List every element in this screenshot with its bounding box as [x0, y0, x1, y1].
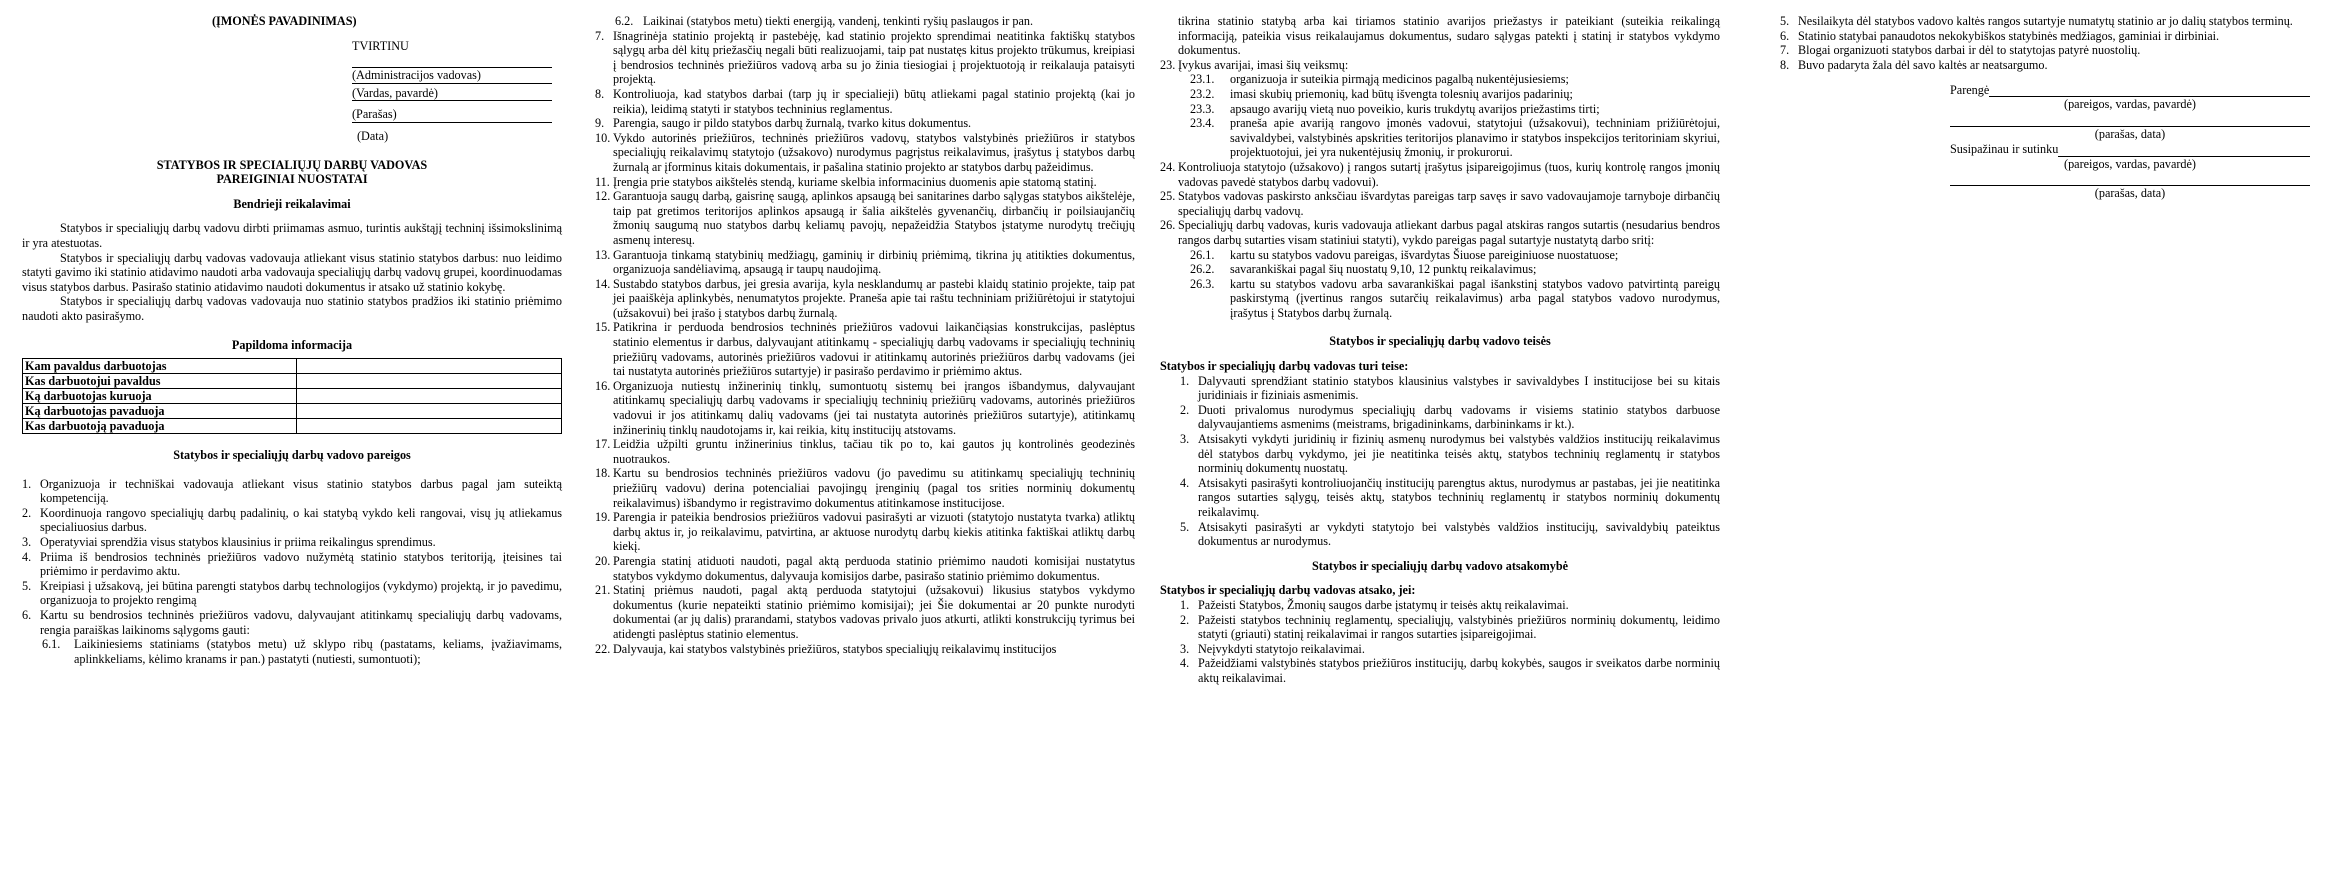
- rights-list: [1160, 374, 1720, 549]
- sub-item-text: Laikiniesiems statiniams (statybos metu) už sklypo ribų (pastatams, keliams, įvažiavimams, aplinkkeliams, kėlimo kranams ir pan.) pastatyti (nutiesti, sumontuoti);: [74, 637, 562, 666]
- sub-item-text: Laikinai (statybos metu) tiekti energiją, vandenį, tenkinti ryšių paslaugos ir pan.: [643, 14, 1034, 28]
- duties-heading: Statybos ir specialiųjų darbų vadovo pareigos: [173, 448, 411, 463]
- rights-heading: Statybos ir specialiųjų darbų vadovo teisės: [1329, 334, 1551, 349]
- responsibility-lead: Statybos ir specialiųjų darbų vadovas atsako, jei:: [1160, 583, 1416, 598]
- list-item: [22, 477, 562, 506]
- table-cell-value[interactable]: [297, 374, 562, 389]
- list-item-number: 4.: [1180, 656, 1190, 671]
- duties-list: [1160, 160, 1720, 248]
- company-name: (ĮMONĖS PAVADINIMAS): [212, 14, 357, 28]
- sub-item: [1160, 116, 1720, 160]
- list-item-text: Išnagrinėja statinio projektą ir pastebėję, kad statinio projekto sprendimai neatitinka faktiškų statybos sąlygų arba dėl kitų priežasčių negali būti realizuojami, taip pat nustatęs kitus projekto trūkumus, kreipiasi į bendrosios techninės priežiūros vadovą arba su jo žinia tiesiogiai į projektuotoją ir reikalauja pataisyti projektą.: [613, 28, 1135, 87]
- sub-item-number: 23.1.: [1190, 72, 1215, 87]
- list-item: [22, 608, 562, 637]
- list-item-text: Organizuoja ir techniškai vadovauja atliekant visus statinio statybos darbus pagal jam suteiktą kompetenciją.: [40, 476, 562, 506]
- list-item-text: Pažeidžiami valstybinės statybos priežiūros institucijų, darbų kokybės, saugos ir sveikatos darbe norminių aktų reikalavimai.: [1198, 656, 1720, 685]
- signature-line: [1950, 171, 2310, 186]
- list-item: [22, 550, 562, 579]
- list-item-text: Atsisakyti pasirašyti ar vykdyti statytojo bei valstybės valdžios institucijų, savivaldybių pateiktus dokumentus ar nurodymus.: [1198, 519, 1720, 549]
- acquainted-label: Susipažinau ir sutinku: [1950, 141, 2059, 156]
- column-1: [22, 14, 562, 666]
- sub-item: [1160, 87, 1720, 102]
- table-cell-label: Ką darbuotojas pavaduoja: [23, 404, 297, 419]
- list-item-text: Parengia ir pateikia bendrosios priežiūros vadovui pasirašyti ar vizuoti (statytojo nustatyta tvarka) atliktų darbų aktus ir, jo reikalavimu, patvirtina, ar aktuose nurodytų darbų kiekis atitinka faktiškai atliktų darbų kiekį.: [613, 510, 1135, 554]
- table-row: [23, 359, 562, 374]
- list-item: [1160, 160, 1720, 189]
- prepared-label: Parengė: [1950, 82, 1990, 97]
- list-item: [595, 87, 1135, 116]
- list-item: [595, 189, 1135, 247]
- sub-item-number: 26.3.: [1190, 276, 1215, 291]
- list-item-text: Sustabdo statybos darbus, jei gresia avarija, kyla nesklandumų ar pastebi klaidų statinio projekte, taip pat jei paaiškėja aplinkybės, nenumatytos projekte. Praneša apie tai raštu techniniam prižiūrėtojui ir statytojui (užsakovui) bei įrašo į statybos darbų žurnalą.: [613, 276, 1135, 320]
- list-item: [595, 583, 1135, 641]
- list-item-number: 7.: [1780, 43, 1790, 58]
- sub-items-26: [1160, 248, 1720, 321]
- list-item-text: Statinio statybai panaudotos nekokybiškos statybinės medžiagos, gaminiai ir dirbiniai.: [1798, 28, 2220, 43]
- list-item-number: 21.: [595, 583, 611, 598]
- list-item-number: 4.: [1180, 475, 1190, 490]
- list-item-number: 2.: [22, 505, 32, 520]
- sub-item-number: 6.2.: [615, 14, 634, 28]
- sub-item: [22, 637, 562, 666]
- list-item-number: 1.: [1180, 373, 1190, 388]
- sub-item-number: 23.4.: [1190, 116, 1215, 131]
- list-item-number: 16.: [595, 378, 611, 393]
- list-item-number: 20.: [595, 553, 611, 568]
- column-3: [1160, 14, 1720, 686]
- signature-line: [1950, 112, 2310, 127]
- list-item-number: 19.: [595, 510, 611, 525]
- duties-list: [1160, 58, 1720, 73]
- sub-item-number: 6.1.: [42, 637, 61, 652]
- list-item-text: Atsisakyti pasirašyti kontroliuojančių institucijų parengtus aktus, nurodymus ar pastabas, jei jie neatitinka rangos sutarties sąlygų, teisės aktų, statybos techninių reglamentų ir statybos norminių dokumentų reikalavimų.: [1198, 475, 1720, 519]
- list-item-text: Operatyviai sprendžia visus statybos klausinius ir priima reikalingus sprendimus.: [40, 535, 436, 550]
- list-item: [1180, 656, 1720, 685]
- list-item-text: Įvykus avarijai, imasi šių veiksmų:: [1178, 57, 1349, 72]
- list-item-text: Specialiųjų darbų vadovas, kuris vadovauja atliekant darbus pagal atskiras rangos sutartis (nesudarius bendros rangos darbų sutarties visam statiniui statyti), vykdo pareigas pagal sutartyje nustatytą darbo sritį:: [1178, 218, 1720, 247]
- list-item-number: 7.: [595, 28, 605, 43]
- sig-caption-signature: (Parašas): [352, 107, 397, 122]
- sub-item-number: 26.2.: [1190, 262, 1215, 277]
- prepared-sig-caption: (parašas, data): [2094, 126, 2166, 141]
- list-item-number: 6.: [1780, 28, 1790, 43]
- sub-item: [595, 14, 1135, 29]
- responsibility-list: [1760, 14, 2320, 72]
- table-cell-label: Ką darbuotojas kuruoja: [23, 389, 297, 404]
- sub-item-number: 23.3.: [1190, 101, 1215, 116]
- table-cell-value[interactable]: [297, 419, 562, 434]
- list-item-number: 17.: [595, 437, 611, 452]
- list-item: [1780, 29, 2320, 44]
- table-cell-label: Kas darbuotoją pavaduoja: [23, 419, 297, 434]
- list-item-text: Statybos vadovas paskirsto anksčiau išvardytas pareigas tarp savęs ir savo vadovaujamoje tarnyboje dirbančių specialiųjų darbų vadovų.: [1178, 189, 1720, 218]
- prepared-caption: (pareigos, vardas, pavardė): [2064, 97, 2196, 112]
- list-item-number: 3.: [1180, 641, 1190, 656]
- signature-line: [2058, 142, 2310, 157]
- list-item-number: 25.: [1160, 189, 1176, 204]
- list-item: [595, 379, 1135, 437]
- list-item-number: 22.: [595, 641, 611, 656]
- list-item-text: Kontroliuoja statytojo (užsakovo) į rangos sutartį įrašytus įsipareigojimus (tuos, kurių kontrolę rangos įmonių vadovas pavedė statybos darbų vadovui).: [1178, 159, 1720, 189]
- list-item-number: 13.: [595, 247, 611, 262]
- list-item: [1180, 476, 1720, 520]
- sub-items-23: [1160, 72, 1720, 160]
- list-item-number: 15.: [595, 320, 611, 335]
- list-item-number: 6.: [22, 608, 32, 623]
- sub-item: [1160, 277, 1720, 321]
- table-row: [23, 404, 562, 419]
- general-paragraph: Statybos ir specialiųjų darbų vadovu dirbti priimamas asmuo, turintis aukštąjį techninį išsimokslinimą ir yra atestuotas.: [22, 221, 562, 250]
- list-item: [595, 175, 1135, 190]
- sub-item-text: organizuoja ir suteikia pirmąją medicinos pagalbą nukentėjusiesiems;: [1230, 72, 1569, 87]
- list-item: [1780, 14, 2320, 29]
- list-item: [22, 535, 562, 550]
- list-item: [1180, 374, 1720, 403]
- approve-label: TVIRTINU: [352, 38, 409, 53]
- table-row: [23, 374, 562, 389]
- list-item: [595, 642, 1135, 657]
- list-item: [22, 506, 562, 535]
- list-item-number: 8.: [1780, 57, 1790, 72]
- list-item-text: Duoti privalomus nurodymus specialiųjų darbų vadovams ir visiems statinio statybos darbuose dalyvaujantiems asmenims (meistrams, brigadininkams, darbininkams ir kt.).: [1198, 402, 1720, 432]
- list-item-text: Parengia, saugo ir pildo statybos darbų žurnalą, tvarko kitus dokumentus.: [613, 116, 972, 131]
- list-item: [1180, 520, 1720, 549]
- list-item-text: Patikrina ir perduoda bendrosios techninės priežiūros vadovui laikančiąsias konstrukcijas, paslėptus statinio elementus ir darbus, dalyvaujant atitinkamų - specialiųjų darbų vadovams ir specialiųjų techninių priežiūrų vadovams, autorinės priežiūros vadovui ir atitinkamų autorinės priežiūros darbų vadovams (jei tai nustatyta autorinės priežiūros sutartyje) ir pasirašo perdavimo ir priėmimo aktus.: [613, 320, 1135, 379]
- duties-list: [22, 477, 562, 638]
- duties-list: [595, 29, 1135, 657]
- list-item-text: Priima iš bendrosios techninės priežiūros vadovo nužymėtą statinio statybos teritoriją, įteisines tai priėmimo ir perdavimo aktu.: [40, 549, 562, 579]
- signature-block: [1950, 82, 2310, 200]
- column-2: [595, 14, 1135, 656]
- sub-item-text: praneša apie avariją rangovo įmonės vadovui, statytojui (užsakovui), techniniam prižiūrėtojui, savivaldybei, valstybinės apskrities teritorijos planavimo ir statybos inspekcijos teritoriniam skyriui, projektuotojui, jei yra nukentėjusių žmonių, ir prokurorui.: [1230, 116, 1720, 160]
- sub-item-text: imasi skubių priemonių, kad būtų išvengta tolesnių avarijos padarinių;: [1230, 86, 1573, 101]
- list-item-text: Kreipiasi į užsakovą, jei būtina parengti statybos darbų technologijos (vykdymo) projektą, ir jo pavedimu, organizuoja to projekto rengimą: [40, 578, 562, 608]
- list-item-text: Buvo padaryta žala dėl savo kaltės ar neatsargumo.: [1798, 57, 2048, 72]
- list-item-number: 18.: [595, 466, 611, 481]
- list-item: [1780, 58, 2320, 73]
- list-item-text: Kartu su bendrosios techninės priežiūros vadovu (jo pavedimu su atitinkamų specialiųjų techninių priežiūrų vadovu) derina potencialiai pavojingų įrenginių (pagal tos srities norminių dokumentų reikalavimus) išbandymo ir registravimo dokumentus atitinkamose institucijose.: [613, 466, 1135, 510]
- list-item-text: Pažeisti Statybos, Žmonių saugos darbe įstatymų ir teisės aktų reikalavimai.: [1198, 597, 1569, 612]
- table-row: [23, 389, 562, 404]
- rights-lead: Statybos ir specialiųjų darbų vadovas turi teise:: [1160, 359, 1409, 374]
- list-item-number: 8.: [595, 86, 605, 101]
- list-item-text: Kartu su bendrosios techninės priežiūros vadovu, dalyvaujant atitinkamų specialiųjų darbų vadovams, rengia paraiškas laikinoms sąlygoms gauti:: [40, 608, 562, 637]
- signature-line: [352, 53, 552, 68]
- list-item: [595, 320, 1135, 378]
- acquainted-sig-caption: (parašas, data): [2094, 186, 2166, 201]
- list-item-number: 2.: [1180, 612, 1190, 627]
- list-item-text: Leidžia užpilti gruntu inžinerinius tinklus, tačiau tik po to, kai gautos jų kontrolinės geodezinės nuotraukos.: [613, 437, 1135, 466]
- list-item: [595, 510, 1135, 554]
- list-item-number: 3.: [1180, 432, 1190, 447]
- list-item: [1180, 598, 1720, 613]
- list-item-number: 23.: [1160, 57, 1176, 72]
- list-item: [1780, 43, 2320, 58]
- list-item-text: Blogai organizuoti statybos darbai ir dėl to statytojas patyrė nuostolių.: [1798, 43, 2141, 58]
- list-item-number: 3.: [22, 535, 32, 550]
- list-item-text: Dalyvauja, kai statybos valstybinės priežiūros, statybos specialiųjų reikalavimų institucijos: [613, 641, 1057, 656]
- additional-heading: Papildoma informacija: [231, 337, 353, 352]
- list-item-number: 1.: [22, 476, 32, 491]
- list-item-text: Kontroliuoja, kad statybos darbai (tarp jų ir specialieji) būtų atliekami pagal statinio projektą (kai jo reikia), leidimą statyti ir statybos techninius reglamentus.: [613, 86, 1135, 116]
- list-item: [1160, 218, 1720, 247]
- list-item-number: 12.: [595, 189, 611, 204]
- list-item: [595, 248, 1135, 277]
- list-item-text: Neįvykdyti statytojo reikalavimai.: [1198, 641, 1365, 656]
- list-item-text: Statinį priėmus naudoti, pagal aktą perduoda statytojui (užsakovui) likusius statybos vykdymo dokumentus (kurie nepateikti statinio priėmimo komisijai); jei Šie dokumentai ar 20 punkte nurodyti dokumentai (ar jų dalis) prarandami, statybos vadovas privalo juos atkurti, atlikti konstrukcijų tyrimus bei atidengti paslėptus statinio elementus.: [613, 583, 1135, 641]
- list-item-number: 9.: [595, 116, 605, 131]
- list-item: [1180, 642, 1720, 657]
- table-cell-label: Kam pavaldus darbuotojas: [23, 359, 297, 374]
- list-item: [1180, 613, 1720, 642]
- list-item-number: 1.: [1180, 597, 1190, 612]
- sig-caption-date: (Data): [357, 128, 389, 143]
- list-item: [22, 579, 562, 608]
- sub-item: [1160, 262, 1720, 277]
- table-row: [23, 419, 562, 434]
- sub-item-number: 26.1.: [1190, 247, 1215, 262]
- list-item: [1180, 403, 1720, 432]
- sub-item: [1160, 248, 1720, 263]
- list-item-text: Garantuoja saugų darbą, gaisrinę saugą, aplinkos apsaugą bei sanitarines darbo sąlygas statybos aikštelėje, taip pat gretimos teritorijos aplinkos apsaugą ir šalia aikštelės gyvenančių, dirbančių ir poilsiaujančių žmonių saugumą nuo statybos darbų keliamų pavojų, nepažeidžia Statybos įstatyme nurodytų trečiųjų asmenų interesų.: [613, 189, 1135, 247]
- list-item: [595, 131, 1135, 175]
- table-cell-value[interactable]: [297, 389, 562, 404]
- column-4: [1760, 14, 2320, 201]
- responsibility-list: [1160, 598, 1720, 686]
- sub-item-text: apsaugo avarijų vietą nuo poveikio, kuris trukdytų avarijos priežastims tirti;: [1230, 101, 1600, 116]
- list-item-number: 5.: [22, 578, 32, 593]
- sub-item: [1160, 72, 1720, 87]
- additional-info-table: [22, 358, 562, 434]
- list-item-number: 24.: [1160, 159, 1176, 174]
- sub-item-text: savarankiškai pagal šių nuostatų 9,10, 12 punktų reikalavimus;: [1230, 262, 1537, 277]
- list-item: [595, 437, 1135, 466]
- list-item-number: 14.: [595, 276, 611, 291]
- general-heading: Bendrieji reikalavimai: [233, 196, 351, 211]
- list-item-number: 5.: [1780, 14, 1790, 28]
- list-item-text: Organizuoja nutiestų inžinerinių tinklų, sumontuotų sistemų bei įrangos išbandymus, dalyvaujant atitinkamų specialiųjų darbų vadovams ir specialiųjų techninių priežiūrų vadovams, autorinės priežiūros vadovui ir jos atitinkamų dalių vadovams (jei tai nustatyta autorinės priežiūros sutartyje), atitinkamų inžinerinių tinklų naudotojams ir, kai reikia, kitų institucijų atstovams.: [613, 378, 1135, 437]
- list-item-number: 5.: [1180, 519, 1190, 534]
- list-item: [1160, 189, 1720, 218]
- sig-caption-name: (Vardas, pavardė): [352, 85, 438, 100]
- list-item-text: Įrengia prie statybos aikštelės stendą, kuriame skelbia informacinius duomenis apie statomą statinį.: [613, 174, 1097, 189]
- list-item-number: 26.: [1160, 218, 1176, 233]
- list-item-number: 4.: [22, 549, 32, 564]
- signature-line: [1989, 82, 2310, 97]
- table-cell-value[interactable]: [297, 359, 562, 374]
- table-cell-label: Kas darbuotojui pavaldus: [23, 374, 297, 389]
- list-item: [595, 29, 1135, 87]
- general-paragraph: Statybos ir specialiųjų darbų vadovas vadovauja atliekant visus statinio statybos darbus: nuo leidimo statyti gavimo iki statinio atidavimo naudoti arba vadovauja specialiųjų darbų vadovų grupei, koordinuodamas visus statybos darbus. Pasirašo statinio atidavimo naudoti dokumentus ir atsako už statinio kokybę.: [22, 250, 562, 294]
- sig-caption-admin: (Administracijos vadovas): [352, 68, 481, 83]
- list-item-text: Nesilaikyta dėl statybos vadovo kaltės rangos sutartyje numatytų statinio ar jo dalių statybos terminų.: [1798, 14, 2293, 28]
- doc-title-line2: PAREIGINIAI NUOSTATAI: [216, 172, 368, 187]
- list-item: [595, 277, 1135, 321]
- list-item-number: 11.: [595, 174, 610, 189]
- general-paragraph: Statybos ir specialiųjų darbų vadovas vadovauja nuo statinio statybos pradžios iki statinio priėmimo naudoti akto pasirašymo.: [22, 294, 562, 323]
- list-item-text: Pažeisti statybos techninių reglamentų, specialiųjų, valstybinės priežiūros norminių dokumentų, leidimo statyti (griauti) statinį reikalavimai ir rangos sutarties įsipareigojimai.: [1198, 612, 1720, 642]
- list-item: [595, 554, 1135, 583]
- sub-item-number: 23.2.: [1190, 86, 1215, 101]
- list-item-text: Vykdo autorinės priežiūros, techninės priežiūros vadovų, statybos valstybinės priežiūros ir statybos specialiųjų reikalavimų statytojo (užsakovo) nurodymus pagrįstus reikalavimus, įrašytus į statybos darbų žurnalą ar įforminus kitais dokumentais, ir pašalina statinio projekto ar statybos darbų pažeidimus.: [613, 130, 1135, 174]
- sub-item-text: kartu su statybos vadovu arba savarankiškai pagal išankstinį statybos vadovo patvirtintą pareigų paskirstymą (įvertinus rangos sutarčių reikalavimus) arba pagal statybos vadovo nurodymus, įrašytus į Statybos darbų žurnalą.: [1230, 276, 1720, 320]
- list-item-text: Garantuoja tinkamą statybinių medžiagų, gaminių ir dirbinių priėmimą, tikrina jų atitikties dokumentus, organizuoja sandėliavimą, apsaugą ir taupų naudojimą.: [613, 247, 1135, 277]
- list-item-text: Parengia statinį atiduoti naudoti, pagal aktą perduoda statinio priėmimo naudoti komisijai nustatytus statybos vykdymo dokumentus, dalyvauja komisijos darbe, pasirašo statinio priėmimo dokumentus.: [613, 553, 1135, 583]
- list-item: [595, 466, 1135, 510]
- acquainted-caption: (pareigos, vardas, pavardė): [2064, 156, 2196, 171]
- table-cell-value[interactable]: [297, 404, 562, 419]
- list-item-text: Atsisakyti vykdyti juridinių ir fizinių asmenų nurodymus bei valstybės valdžios institucijų reikalavimus dėl statybos darbų vykdymo, jei jie neatitinka teisės aktų, statybos techninių reglamentų ir statybos norminių dokumentų nuostatų.: [1198, 432, 1720, 476]
- list-item: [595, 116, 1135, 131]
- doc-title-line1: STATYBOS IR SPECIALIŲJŲ DARBŲ VADOVAS: [156, 157, 428, 172]
- sub-item: [1160, 102, 1720, 117]
- continued-text: tikrina statinio statybą arba kai tiriamos statinio avarijos priežastys ir pateikiant (suteikia reikalingą informaciją, pateikia visus reikalaujamus dokumentus, sudaro sąlygas patekti į statinį ir statybos vykdymo dokumentus.: [1178, 14, 1720, 58]
- sub-item-text: kartu su statybos vadovu pareigas, išvardytas Šiuose pareiginiuose nuostatuose;: [1230, 247, 1619, 262]
- list-item: [1180, 432, 1720, 476]
- list-item-number: 10.: [595, 130, 611, 145]
- responsibility-heading: Statybos ir specialiųjų darbų vadovo atsakomybė: [1311, 558, 1569, 573]
- list-item: [1160, 58, 1720, 73]
- list-item-text: Koordinuoja rangovo specialiųjų darbų padalinių, o kai statybą vykdo keli rangovai, visų jų atliekamus specialiuosius darbus.: [40, 505, 562, 535]
- list-item-number: 2.: [1180, 402, 1190, 417]
- list-item-text: Dalyvauti sprendžiant statinio statybos klausinius valstybes ir savivaldybes I institucijose bei su kitais juridiniais ir fiziniais asmenimis.: [1198, 373, 1720, 403]
